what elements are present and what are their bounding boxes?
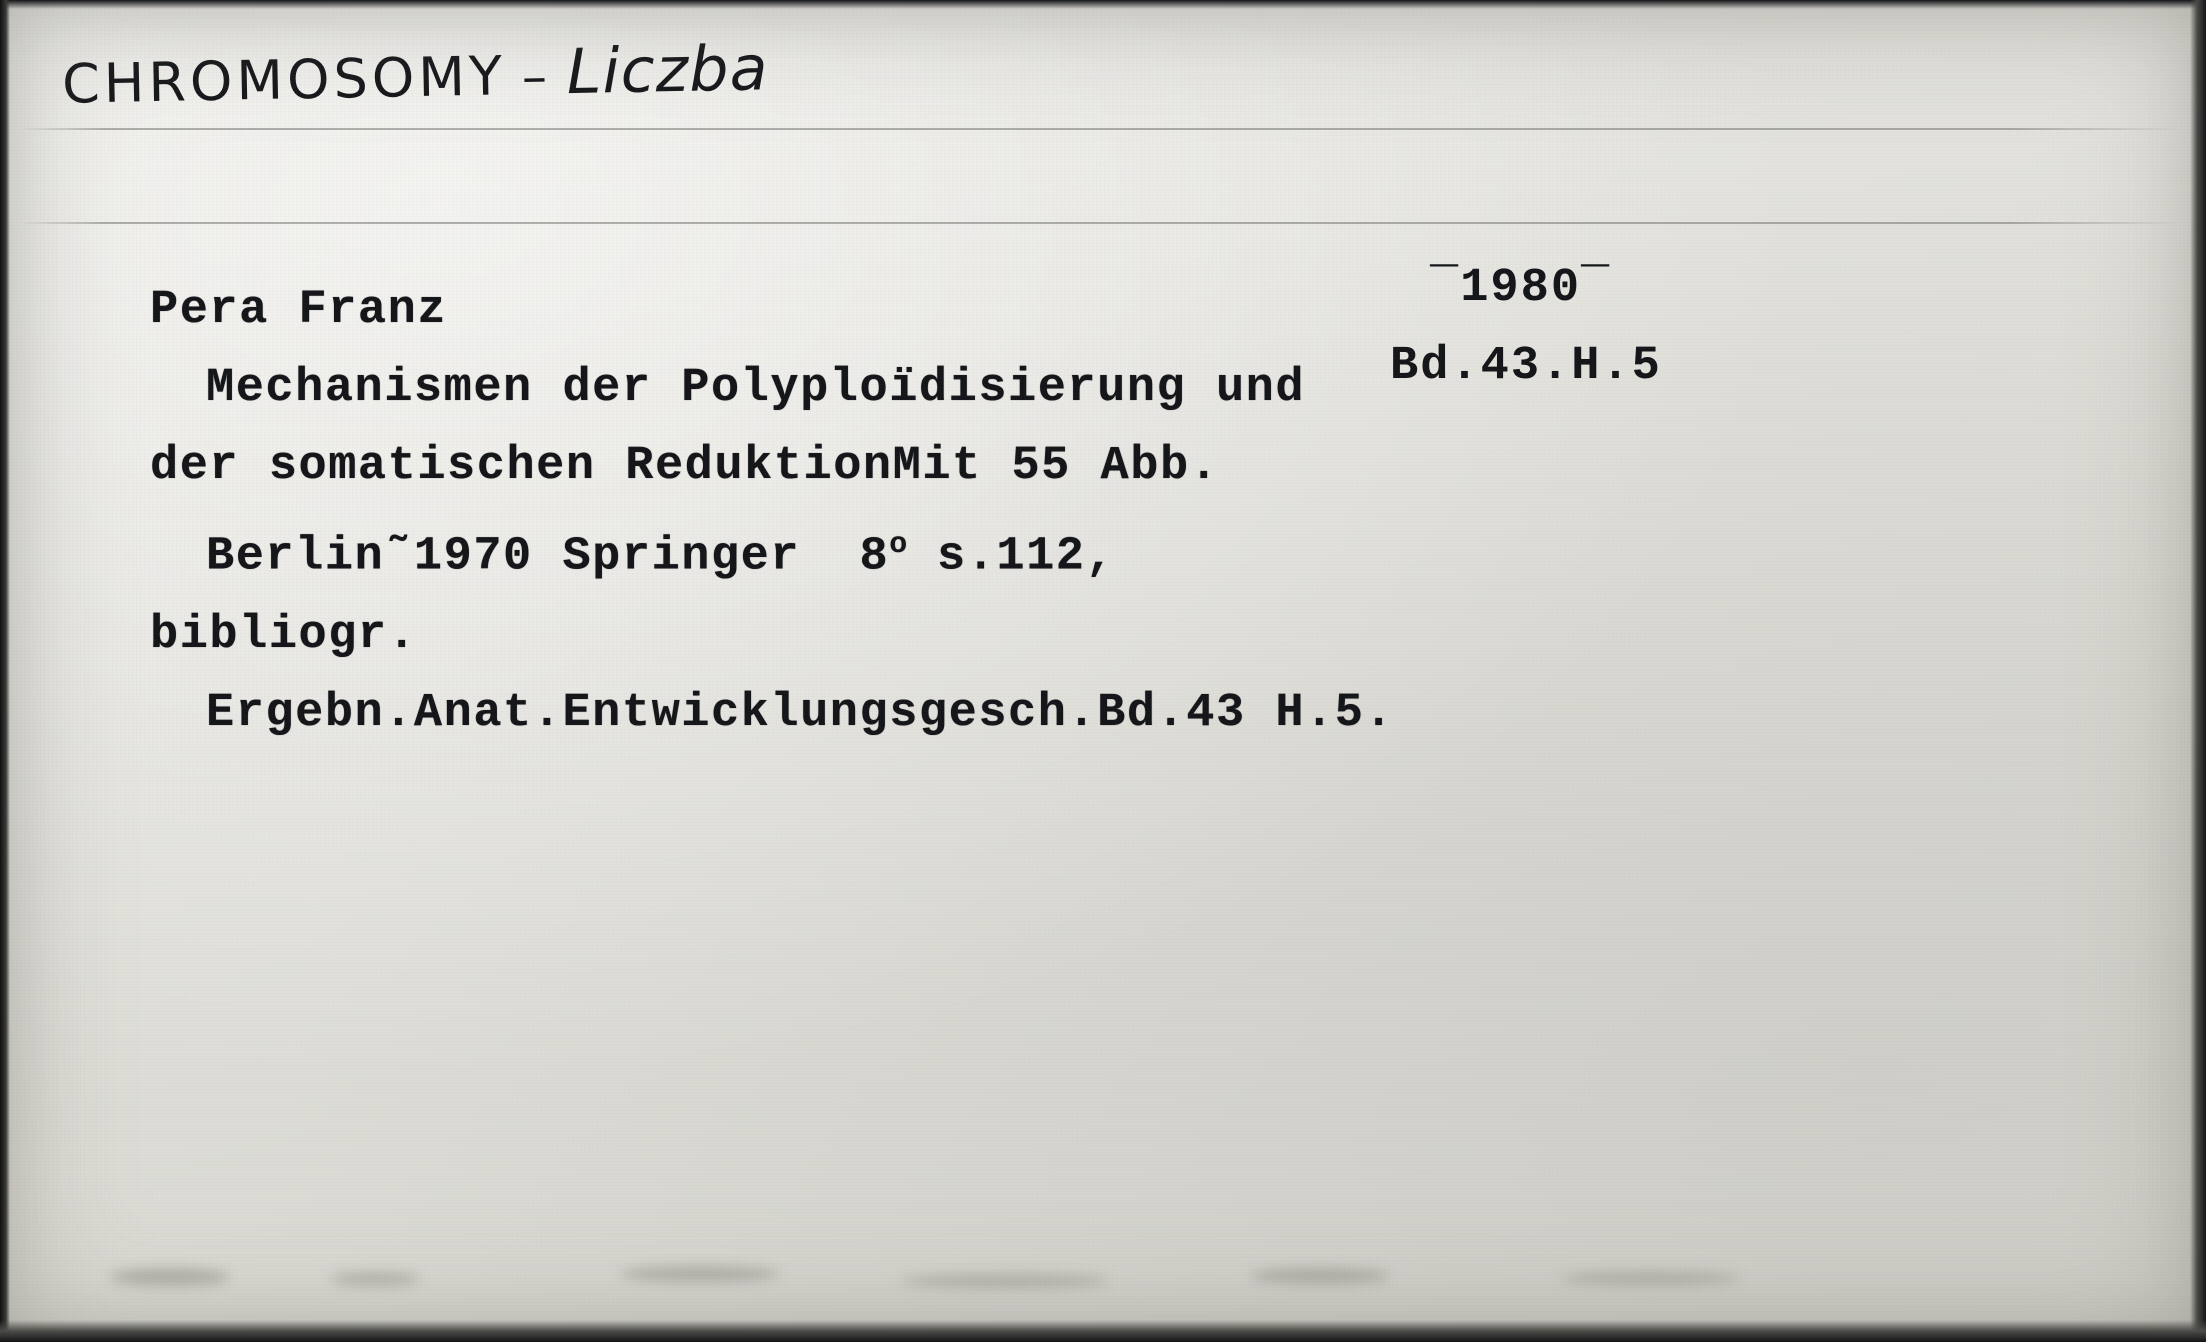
paper-smudge	[110, 1268, 230, 1286]
entry-format: 8	[859, 530, 890, 584]
entry-title-line-2: der somatischen Reduktion	[150, 440, 893, 493]
entry-title-line-1: Mechanismen der Polyploïdisierung und	[206, 362, 1306, 415]
entry-author: Pera Franz	[150, 284, 448, 337]
card-rule-top	[18, 128, 2184, 130]
entry-imprint-wrap	[150, 506, 2110, 597]
entry-format-superscript: o	[889, 528, 908, 562]
entry-pages: s.112,	[936, 530, 1116, 584]
entry-source: Ergebn.Anat.Entwicklungsgesch.Bd.43 H.5.	[206, 686, 1395, 740]
scan-edge-left	[0, 0, 10, 1342]
scan-edge-bottom	[0, 1320, 2206, 1342]
heading-dash: –	[521, 47, 552, 106]
typed-entry-block	[150, 272, 2110, 753]
paper-smudge	[1560, 1272, 1740, 1285]
card-rule-second	[18, 222, 2184, 224]
entry-volume: Bd.43.H.5	[1390, 340, 1662, 393]
paper-smudge	[620, 1266, 780, 1282]
heading-qualifier: Liczba	[566, 31, 770, 109]
scan-edge-top	[0, 0, 2206, 9]
paper-smudge	[330, 1272, 420, 1286]
paper-smudge	[900, 1274, 1110, 1288]
entry-illustrations: Mit 55 Abb.	[892, 440, 1220, 493]
heading-subject: CHROMOSOMY	[61, 44, 507, 116]
handwritten-heading	[61, 31, 769, 118]
entry-notes: bibliogr.	[150, 608, 418, 662]
scan-edge-right	[2190, 0, 2206, 1342]
entry-title-line-2-wrap	[150, 428, 2110, 506]
entry-year: ‾1980‾	[1430, 262, 1612, 315]
paper-smudge	[1250, 1268, 1390, 1284]
entry-imprint: Berlin˜1970 Springer	[206, 530, 801, 584]
